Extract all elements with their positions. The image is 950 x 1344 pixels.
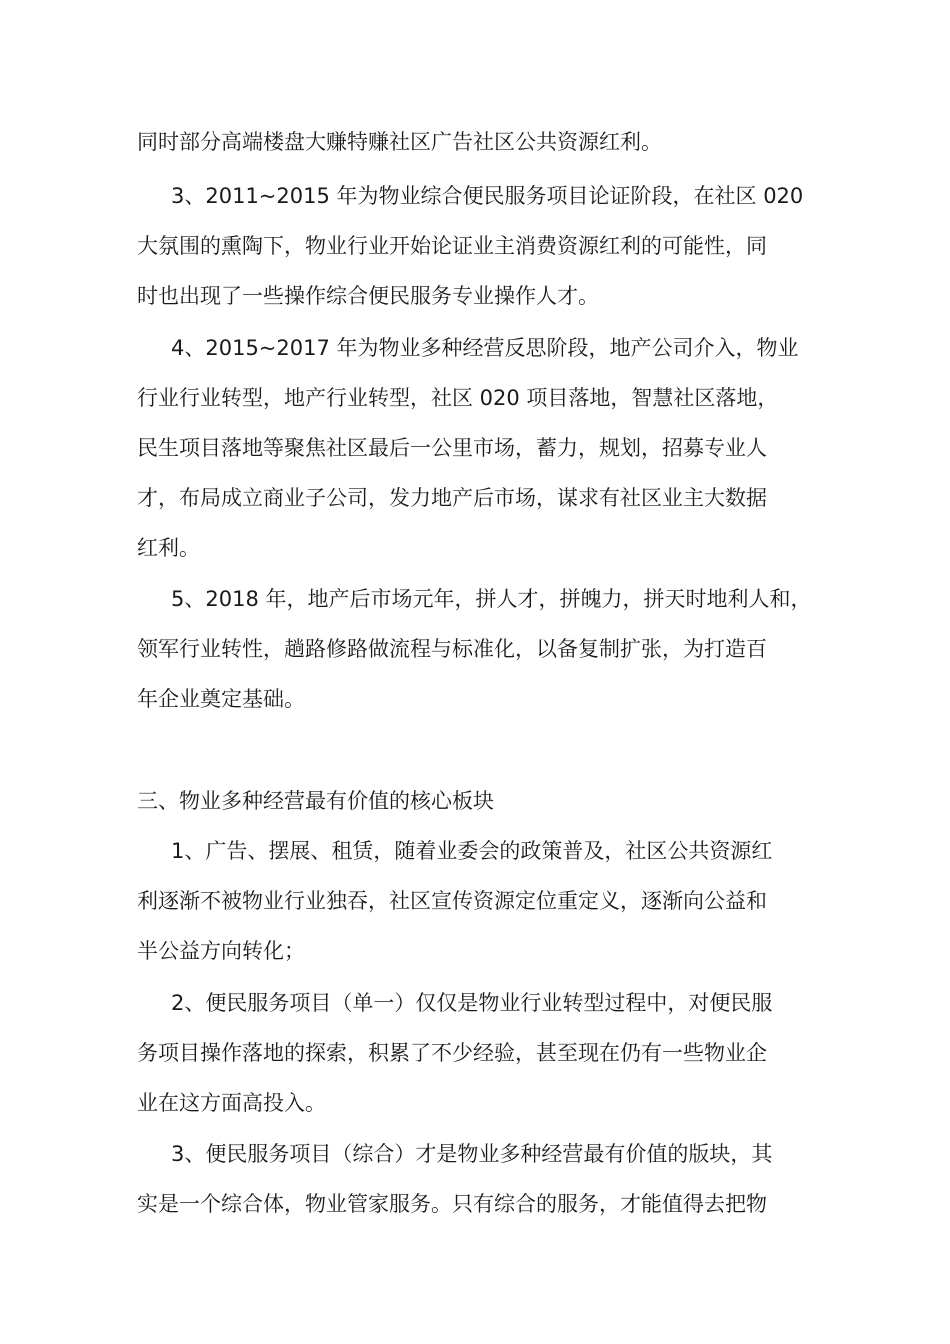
paragraph-line: 3、2011~2015 年为物业综合便民服务项目论证阶段，在社区 020 [171, 184, 804, 208]
paragraph-line: 民生项目落地等聚焦社区最后一公里市场，蓄力，规划，招募专业人 [137, 436, 767, 460]
paragraph-line: 5、2018 年，地产后市场元年，拼人才，拼魄力，拼天时地利人和， [171, 587, 812, 611]
paragraph-line: 行业行业转型，地产行业转型，社区 020 项目落地，智慧社区落地， [137, 386, 779, 410]
paragraph-line: 务项目操作落地的探索，积累了不少经验，甚至现在仍有一些物业企 [137, 1041, 767, 1065]
paragraph-line: 4、2015~2017 年为物业多种经营反思阶段，地产公司介入，物业 [171, 336, 799, 360]
section-heading: 三、物业多种经营最有价值的核心板块 [137, 789, 494, 813]
paragraph-line: 红利。 [137, 536, 200, 560]
paragraph-line: 同时部分高端楼盘大赚特赚社区广告社区公共资源红利。 [137, 130, 662, 154]
paragraph-line: 3、便民服务项目（综合）才是物业多种经营最有价值的版块，其 [171, 1142, 773, 1166]
paragraph-line: 才，布局成立商业子公司，发力地产后市场，谋求有社区业主大数据 [137, 486, 767, 510]
paragraph-line: 年企业奠定基础。 [137, 687, 305, 711]
paragraph-line: 2、便民服务项目（单一）仅仅是物业行业转型过程中，对便民服 [171, 991, 773, 1015]
paragraph-line: 实是一个综合体，物业管家服务。只有综合的服务，才能值得去把物 [137, 1192, 767, 1216]
paragraph-line: 利逐渐不被物业行业独吞，社区宣传资源定位重定义，逐渐向公益和 [137, 889, 767, 913]
paragraph-line: 半公益方向转化； [137, 939, 305, 963]
paragraph-line: 业在这方面高投入。 [137, 1091, 326, 1115]
paragraph-line: 领军行业转性，趟路修路做流程与标准化，以备复制扩张，为打造百 [137, 637, 767, 661]
paragraph-line: 时也出现了一些操作综合便民服务专业操作人才。 [137, 284, 599, 308]
paragraph-line: 1、广告、摆展、租赁，随着业委会的政策普及，社区公共资源红 [171, 839, 773, 863]
paragraph-line: 大氛围的熏陶下，物业行业开始论证业主消费资源红利的可能性，同 [137, 234, 767, 258]
